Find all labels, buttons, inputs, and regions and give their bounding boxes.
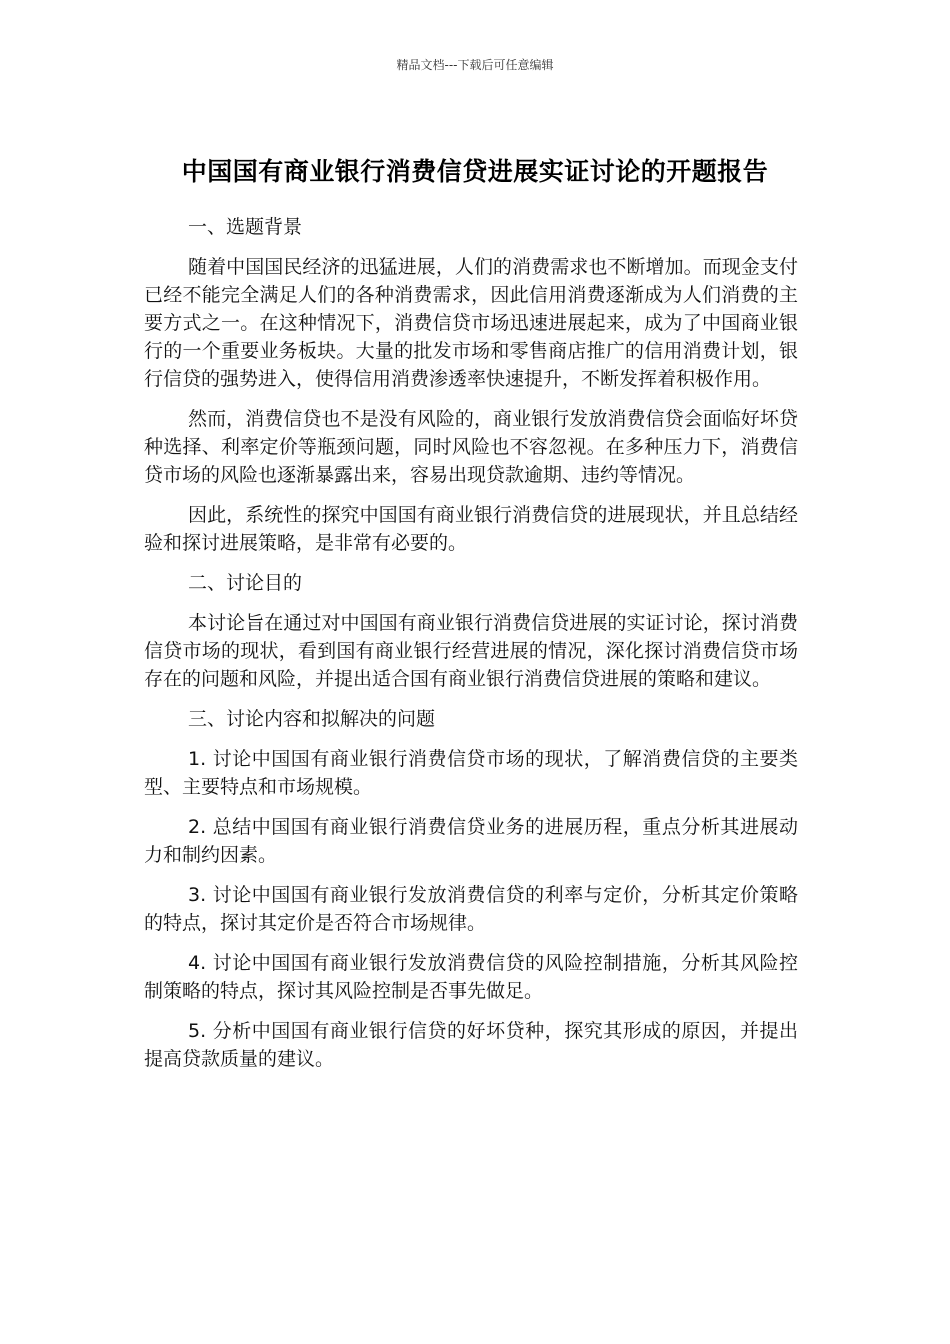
list-item: 4. 讨论中国国有商业银行发放消费信贷的风险控制措施，分析其风险控制策略的特点，探讨其风险控制是否事先做足。 (144, 952, 798, 1002)
document-body (144, 213, 798, 1085)
list-item: 3. 讨论中国国有商业银行发放消费信贷的利率与定价，分析其定价策略的特点，探讨其定价是否符合市场规律。 (144, 884, 798, 934)
section-heading-content: 三、讨论内容和拟解决的问题 (188, 708, 436, 730)
section-heading-purpose: 二、讨论目的 (188, 572, 303, 594)
document-title: 中国国有商业银行消费信贷进展实证讨论的开题报告 (181, 156, 769, 186)
list-item: 2. 总结中国国有商业银行消费信贷业务的进展历程，重点分析其进展动力和制约因素。 (144, 816, 798, 866)
paragraph: 随着中国国民经济的迅猛进展，人们的消费需求也不断增加。而现金支付已经不能完全满足人们的各种消费需求，因此信用消费逐渐成为人们消费的主要方式之一。在这种情况下，消费信贷市场迅速进展起来，成为了中国商业银行的一个重要业务板块。大量的批发市场和零售商店推广的信用消费计划，银行信贷的强势进入，使得信用消费渗透率快速提升，不断发挥着积极作用。 (144, 256, 798, 390)
paragraph: 然而，消费信贷也不是没有风险的，商业银行发放消费信贷会面临好坏贷种选择、利率定价等瓶颈问题，同时风险也不容忽视。在多种压力下，消费信贷市场的风险也逐渐暴露出来，容易出现贷款逾期、违约等情况。 (144, 408, 798, 486)
paragraph: 本讨论旨在通过对中国国有商业银行消费信贷进展的实证讨论，探讨消费信贷市场的现状，看到国有商业银行经营进展的情况，深化探讨消费信贷市场存在的问题和风险，并提出适合国有商业银行消费信贷进展的策略和建议。 (144, 612, 798, 690)
list-item: 5. 分析中国国有商业银行信贷的好坏贷种，探究其形成的原因，并提出提高贷款质量的建议。 (144, 1020, 798, 1070)
section-heading-background: 一、选题背景 (188, 216, 303, 238)
paragraph: 因此，系统性的探究中国国有商业银行消费信贷的进展现状，并且总结经验和探讨进展策略，是非常有必要的。 (144, 504, 798, 554)
list-item: 1. 讨论中国国有商业银行消费信贷市场的现状，了解消费信贷的主要类型、主要特点和市场规模。 (144, 748, 798, 798)
page-header: 精品文档---下载后可任意编辑 (396, 58, 554, 72)
